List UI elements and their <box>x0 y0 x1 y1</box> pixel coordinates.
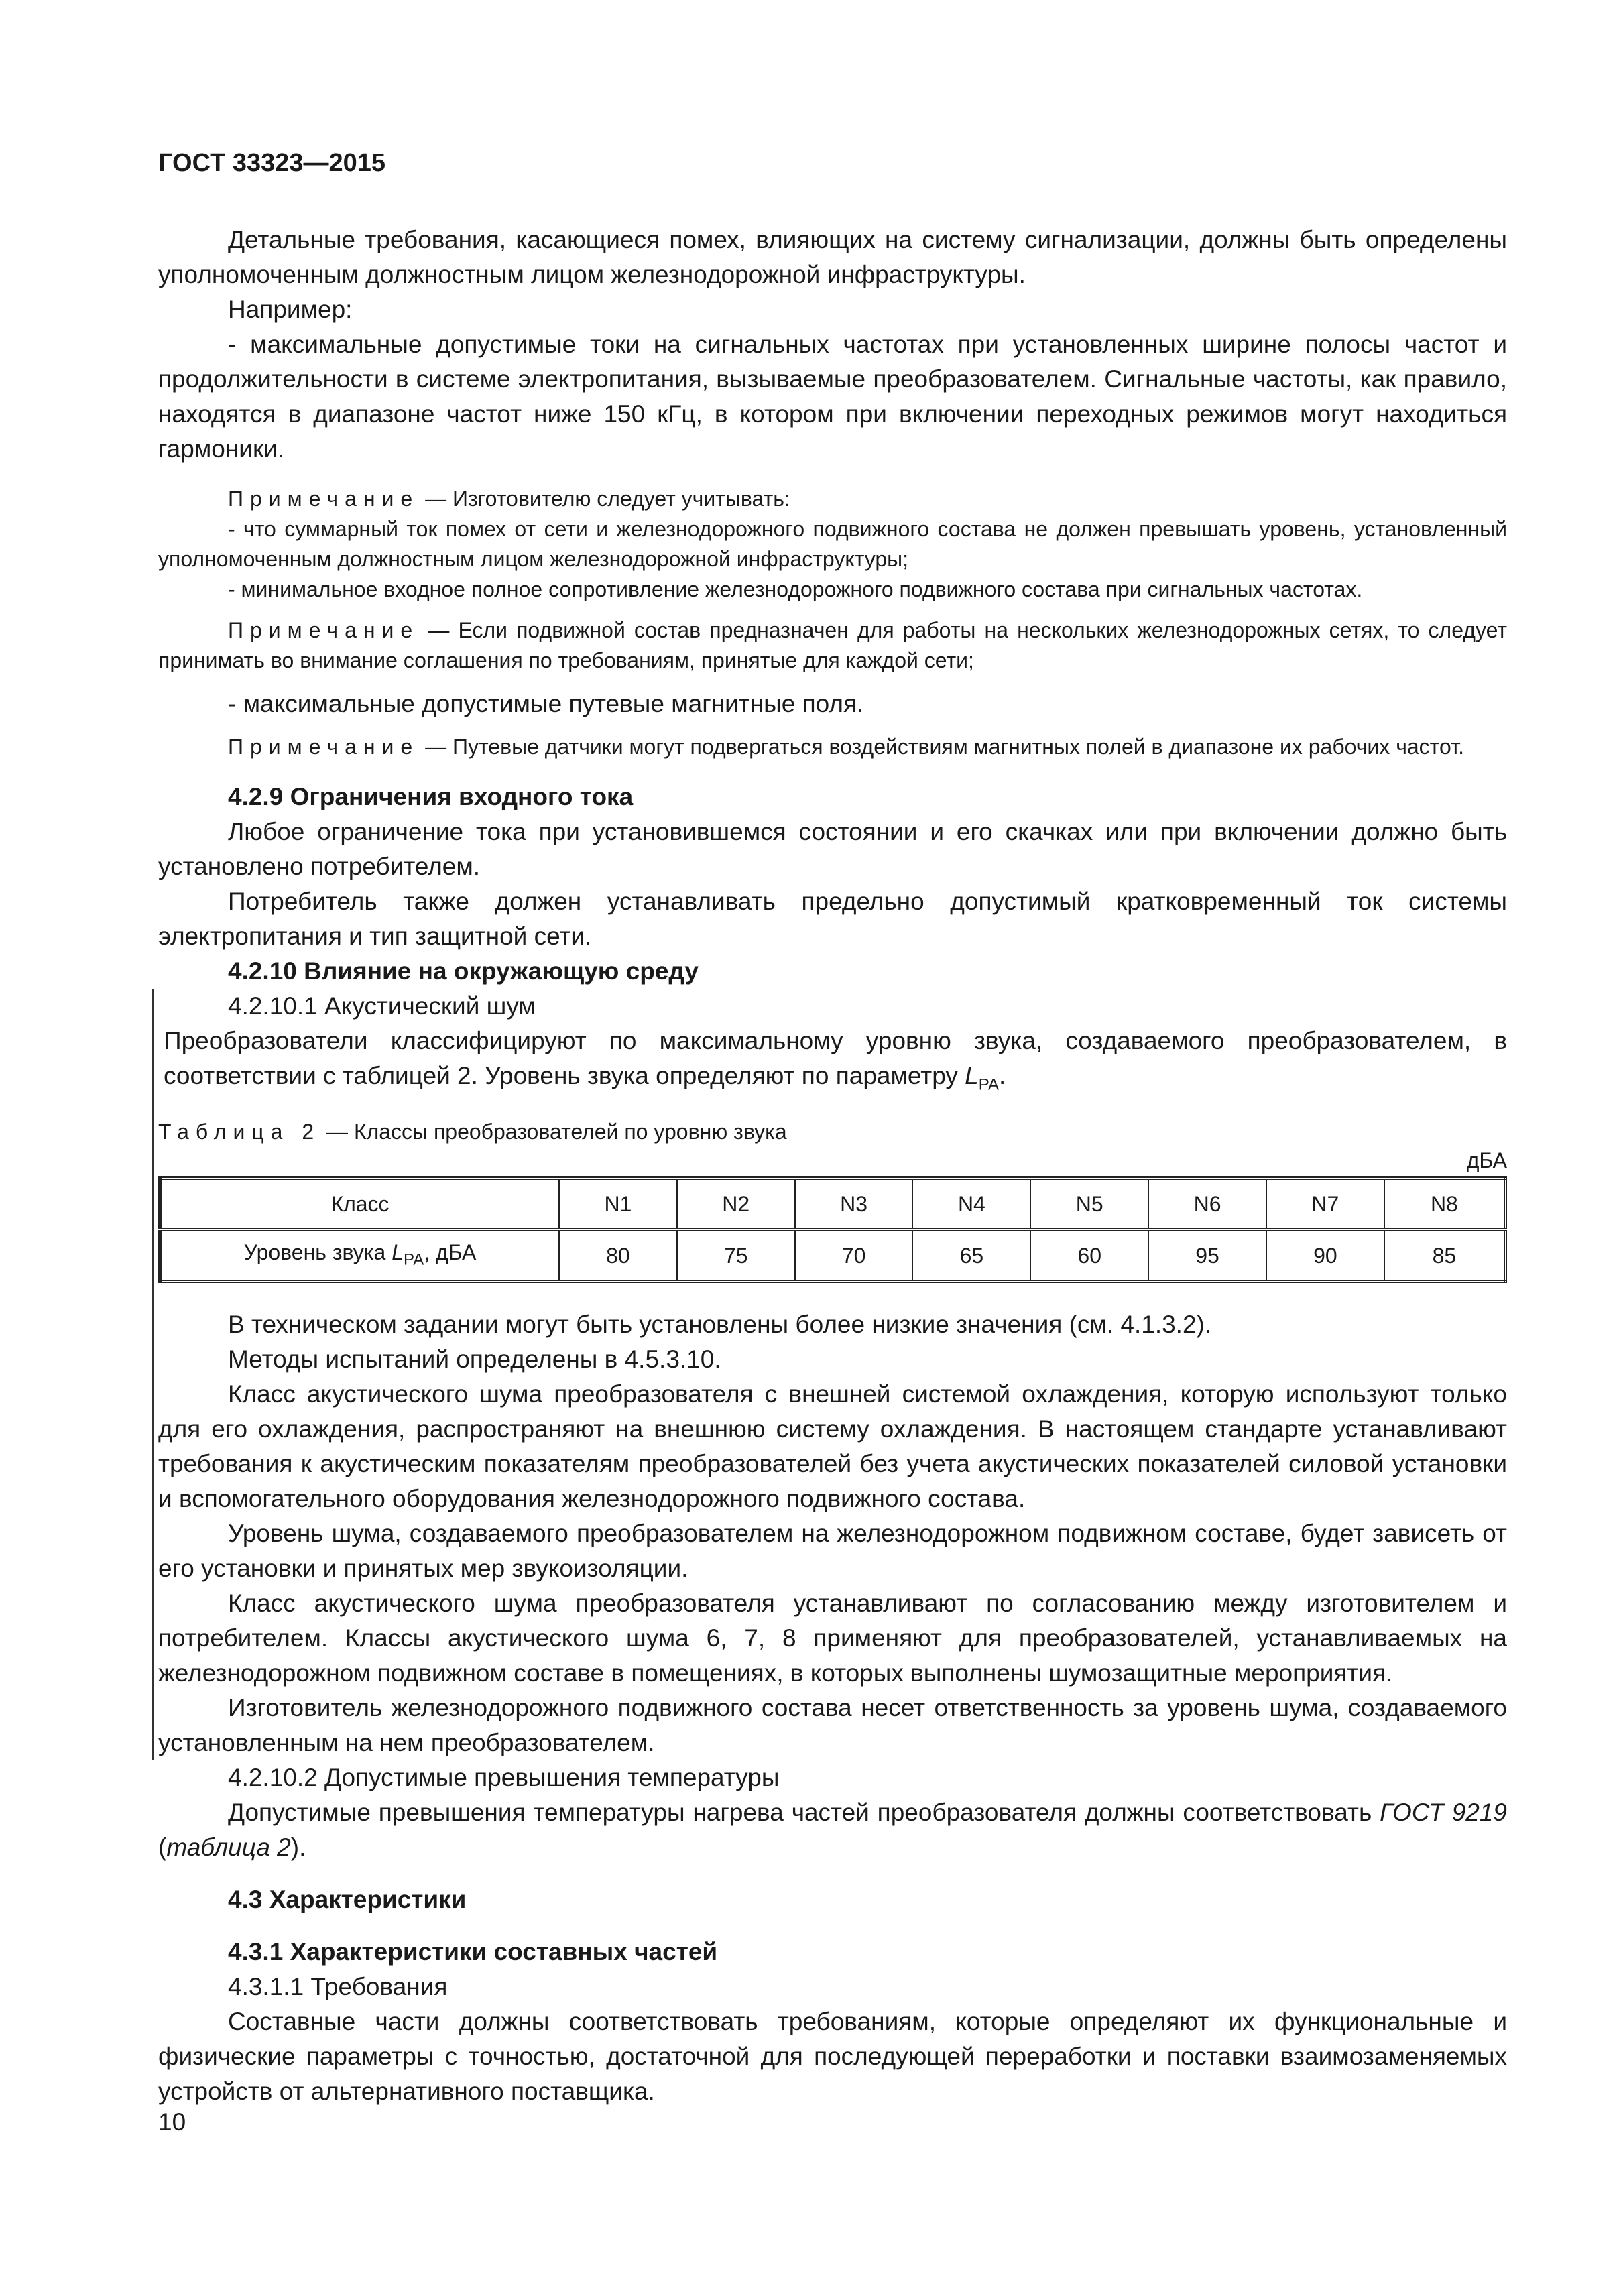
note-label: Примечание <box>228 618 420 642</box>
table-header-row <box>160 1179 1506 1230</box>
table-row <box>160 1230 1506 1282</box>
table-cell: 95 <box>1148 1230 1266 1282</box>
row-label-unit: , дБА <box>424 1240 477 1264</box>
table-header-cell: N8 <box>1384 1179 1506 1230</box>
table-header-cell: N4 <box>912 1179 1030 1230</box>
paragraph: Например: <box>228 296 353 323</box>
note <box>158 615 1507 676</box>
paragraph: Составные части должны соответствовать требованиям, которые определяют их функциональные и физические параметры с точностью, достаточной для последующей переработки и поставки взаимозаменяемых устройств от альтернативного поставщика. <box>158 2008 1507 2106</box>
paragraph-text: ). <box>290 1833 306 1862</box>
change-marked-block <box>158 989 1507 1760</box>
note-text: Изготовителю следует учитывать: <box>453 487 790 511</box>
table-cell: 65 <box>912 1230 1030 1282</box>
reference: таблица 2 <box>166 1833 291 1862</box>
note-label: Примечание <box>228 487 420 511</box>
paragraph: Уровень шума, создаваемого преобразователем на железнодорожном подвижном составе, будет зависеть от его установки и принятых мер звукоизоляции. <box>158 1520 1507 1583</box>
table-title: Классы преобразователей по уровню звука <box>353 1120 787 1144</box>
table-cell: 60 <box>1030 1230 1148 1282</box>
document-header: ГОСТ 33323—2015 <box>158 149 386 177</box>
change-bar <box>152 989 154 1760</box>
section-heading: 4.2.9 Ограничения входного тока <box>228 783 634 810</box>
document-body <box>158 223 1507 2109</box>
note <box>158 484 1507 514</box>
note-dash: — <box>419 735 453 759</box>
row-label-text: Уровень звука <box>243 1240 392 1264</box>
note-item: - минимальное входное полное сопротивление железнодорожного подвижного состава при сигнальных частотах. <box>228 577 1363 601</box>
table-header-cell: N3 <box>795 1179 913 1230</box>
reference: ГОСТ 9219 <box>1380 1799 1507 1827</box>
symbol-l: L <box>965 1062 979 1089</box>
table-label: Таблица 2 <box>158 1120 321 1144</box>
paragraph-text: Преобразователи классифицируют по максимальному уровню звука, создаваемого преобразователем, в соответствии с таблицей 2. Уровень звука определяют по параметру <box>164 1027 1507 1089</box>
paragraph: Методы испытаний определены в 4.5.3.10. <box>228 1345 721 1374</box>
subsection-heading: 4.2.10.2 Допустимые превышения температуры <box>228 1764 780 1792</box>
paragraph <box>158 1024 1507 1102</box>
subsection-heading: 4.2.10.1 Акустический шум <box>228 992 536 1020</box>
paragraph-text: Допустимые превышения температуры нагрева частей преобразователя должны соответствовать <box>228 1799 1380 1827</box>
table-header-cell: N2 <box>677 1179 795 1230</box>
paragraph: Любое ограничение тока при установившемся состоянии и его скачках или при включении должно быть установлено потребителем. <box>158 818 1507 880</box>
page-number: 10 <box>158 2108 186 2136</box>
paragraph: - максимальные допустимые путевые магнитные поля. <box>228 690 864 717</box>
note-text: Путевые датчики могут подвергаться воздействиям магнитных полей в диапазоне их рабочих частот. <box>453 735 1465 759</box>
table-header-cell: Класс <box>160 1179 560 1230</box>
table-cell: 90 <box>1266 1230 1384 1282</box>
table-dash: — <box>320 1120 354 1144</box>
table-cell: 85 <box>1384 1230 1506 1282</box>
paragraph: - максимальные допустимые токи на сигнальных частотах при установленных ширине полосы частот и продолжительности в системе электропитания, вызываемые преобразователем. Сигнальные частоты, как правило, находятся в диапазоне частот ниже 150 кГц, в котором при включении переходных режимов могут находиться гармоники. <box>158 330 1507 463</box>
note-text: Если подвижной состав предназначен для работы на нескольких железнодорожных сетях, то следует принимать во внимание соглашения по требованиям, принятые для каждой сети; <box>158 618 1508 672</box>
paragraph: Класс акустического шума преобразователя с внешней системой охлаждения, которую используют только для его охлаждения, распространяют на внешнюю систему охлаждения. В настоящем стандарте устанавливают требования к акустическим показателям преобразователей без учета акустических показателей силовой установки и вспомогательного оборудования железнодорожного подвижного состава. <box>158 1380 1507 1513</box>
paragraph: Изготовитель железнодорожного подвижного состава несет ответственность за уровень шума, создаваемого установленным на нем преобразователем. <box>158 1694 1507 1757</box>
note-dash: — <box>419 487 453 511</box>
table-header-cell: N5 <box>1030 1179 1148 1230</box>
table-cell: 75 <box>677 1230 795 1282</box>
paragraph: Потребитель также должен устанавливать предельно допустимый кратковременный ток системы электропитания и тип защитной сети. <box>158 888 1507 950</box>
note <box>158 732 1507 762</box>
table-unit: дБА <box>1466 1148 1507 1173</box>
table-header-cell: N7 <box>1266 1179 1384 1230</box>
paragraph-text: ( <box>158 1833 167 1862</box>
symbol-subscript: PA <box>403 1250 424 1269</box>
note-item: - что суммарный ток помех от сети и железнодорожного подвижного состава не должен превышать уровень, установленный уполномоченным должностным лицом железнодорожной инфраструктуры; <box>158 517 1507 571</box>
symbol-l: L <box>392 1240 404 1264</box>
table-header-cell: N1 <box>559 1179 677 1230</box>
paragraph: Класс акустического шума преобразователя устанавливают по согласованию между изготовителем и потребителем. Классы акустического шума 6, 7, 8 применяют для преобразователей, устанавливаемых на железнодорожном подвижном составе в помещениях, в которых выполнены шумозащитные мероприятия. <box>158 1589 1507 1687</box>
paragraph: В техническом задании могут быть установлены более низкие значения (см. 4.1.3.2). <box>228 1311 1212 1339</box>
noise-class-table <box>158 1176 1507 1283</box>
paragraph <box>158 1795 1507 1865</box>
table-cell: 70 <box>795 1230 913 1282</box>
subsection-heading: 4.3.1.1 Требования <box>228 1973 448 2001</box>
section-heading: 4.3.1 Характеристики составных частей <box>228 1938 718 1966</box>
symbol-subscript: PA <box>978 1075 999 1094</box>
note-dash: — <box>419 618 459 642</box>
note-label: Примечание <box>228 735 420 759</box>
paragraph: Детальные требования, касающиеся помех, влияющих на систему сигнализации, должны быть определены уполномоченным должностным лицом железнодорожной инфраструктуры. <box>158 226 1507 288</box>
table-cell: 80 <box>559 1230 677 1282</box>
table-row-label <box>160 1230 560 1282</box>
paragraph-text: . <box>998 1062 1006 1089</box>
section-heading: 4.3 Характеристики <box>228 1886 467 1914</box>
table-caption <box>158 1117 1507 1147</box>
section-heading: 4.2.10 Влияние на окружающую среду <box>228 957 699 985</box>
table-header-cell: N6 <box>1148 1179 1266 1230</box>
